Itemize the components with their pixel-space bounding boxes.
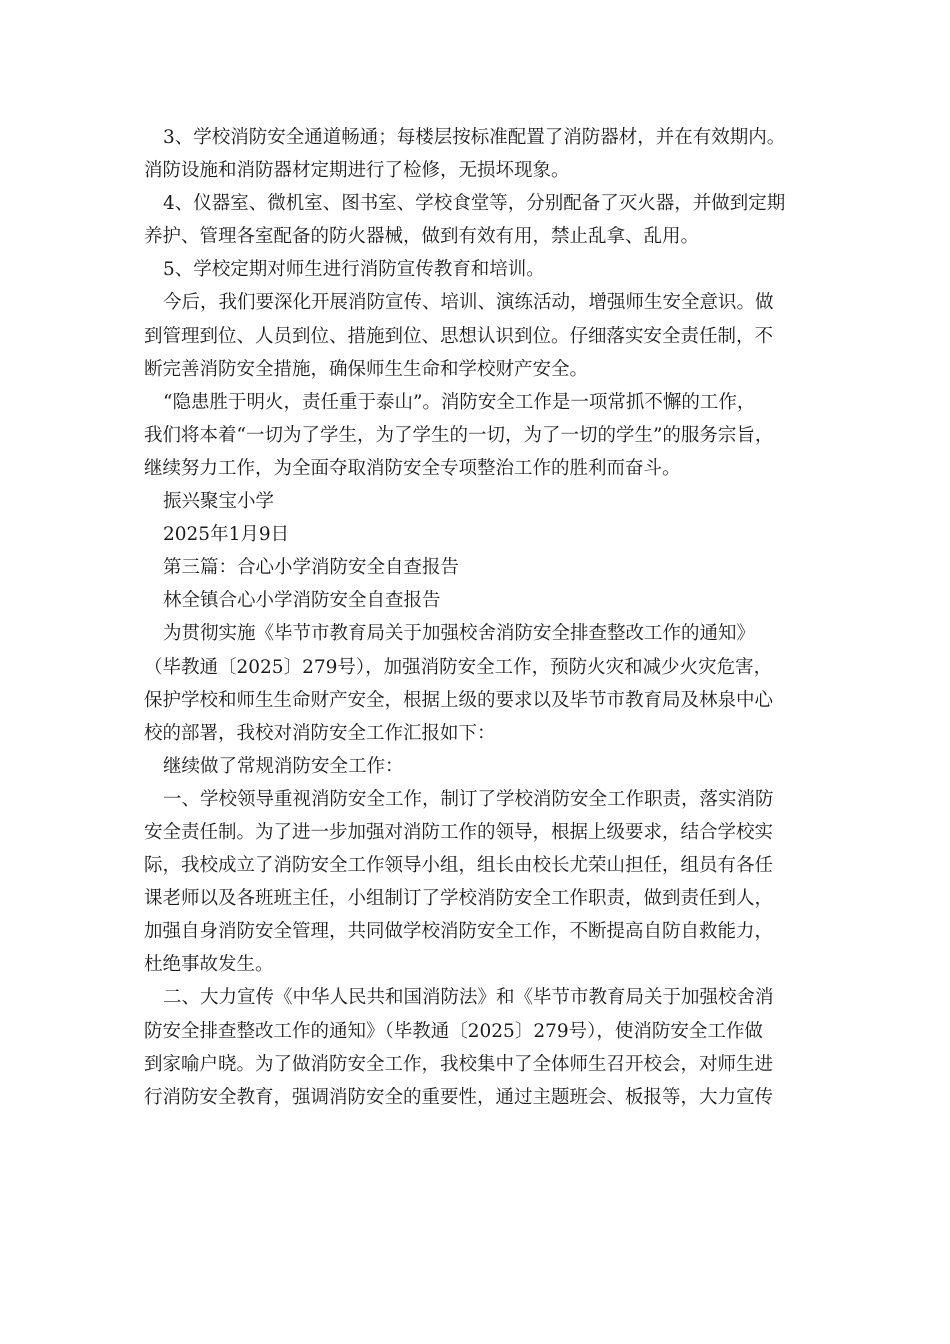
text-line: 2025年1月9日 <box>163 524 290 546</box>
text-line: （毕教通〔2025〕279号），加强消防安全工作，预防火灾和减少火灾危害， <box>144 656 773 678</box>
text-line: 到管理到位、人员到位、措施到位、思想认识到位。仔细落实安全责任制，不 <box>144 325 774 347</box>
text-line: 我们将本着“一切为了学生，为了学生的一切，为了一切的学生”的服务宗旨， <box>144 424 774 446</box>
text-line: 消防设施和消防器材定期进行了检修，无损坏现象。 <box>144 160 570 182</box>
text-line: 5、学校定期对师生进行消防宣传教育和培训。 <box>163 259 545 281</box>
document-body <box>144 121 810 1114</box>
text-line: 杜绝事故发生。 <box>144 954 274 976</box>
text-line: 断完善消防安全措施，确保师生生命和学校财产安全。 <box>144 358 589 380</box>
text-line: 振兴聚宝小学 <box>163 491 275 513</box>
text-line: 一、学校领导重视消防安全工作，制订了学校消防安全工作职责，落实消防 <box>163 788 774 810</box>
text-line: 校的部署，我校对消防安全工作汇报如下： <box>144 722 496 744</box>
text-line: 行消防安全教育，强调消防安全的重要性，通过主题班会、板报等，大力宣传 <box>144 1086 774 1108</box>
text-line: 养护、管理各室配备的防火器械，做到有效有用，禁止乱拿、乱用。 <box>144 226 700 248</box>
text-line: 林全镇合心小学消防安全自查报告 <box>163 590 441 612</box>
text-line: 防安全排查整改工作的通知》（毕教通〔2025〕279号），使消防安全工作做 <box>144 1020 763 1042</box>
text-line: 到家喻户晓。为了做消防安全工作，我校集中了全体师生召开校会，对师生进 <box>144 1053 774 1075</box>
text-line: 际，我校成立了消防安全工作领导小组，组长由校长尤荣山担任，组员有各任 <box>144 855 774 877</box>
text-line: 继续努力工作，为全面夺取消防安全专项整治工作的胜利而奋斗。 <box>144 457 681 479</box>
text-line: 安全责任制。为了进一步加强对消防工作的领导，根据上级要求，结合学校实 <box>144 821 774 843</box>
text-line: 加强自身消防安全管理，共同做学校消防安全工作，不断提高自防自救能力， <box>144 921 774 943</box>
text-line: 第三篇：合心小学消防安全自查报告 <box>163 557 460 579</box>
text-line: 课老师以及各班班主任，小组制订了学校消防安全工作职责，做到责任到人， <box>144 888 774 910</box>
text-line: 4、仪器室、微机室、图书室、学校食堂等，分别配备了灭火器，并做到定期 <box>163 193 786 215</box>
text-line: 今后，我们要深化开展消防宣传、培训、演练活动，增强师生安全意识。做 <box>163 292 774 314</box>
text-line: 二、大力宣传《中华人民共和国消防法》和《毕节市教育局关于加强校舍消 <box>163 987 774 1009</box>
text-line: 3、学校消防安全通道畅通；每楼层按标准配置了消防器材，并在有效期内。 <box>163 127 786 148</box>
text-line: 为贯彻实施《毕节市教育局关于加强校舍消防安全排查整改工作的通知》 <box>163 623 756 645</box>
text-line: “隐患胜于明火，责任重于泰山”。消防安全工作是一项常抓不懈的工作， <box>163 391 756 413</box>
text-line: 继续做了常规消防安全工作： <box>163 755 404 777</box>
text-line: 保护学校和师生生命财产安全，根据上级的要求以及毕节市教育局及林泉中心 <box>144 689 774 711</box>
